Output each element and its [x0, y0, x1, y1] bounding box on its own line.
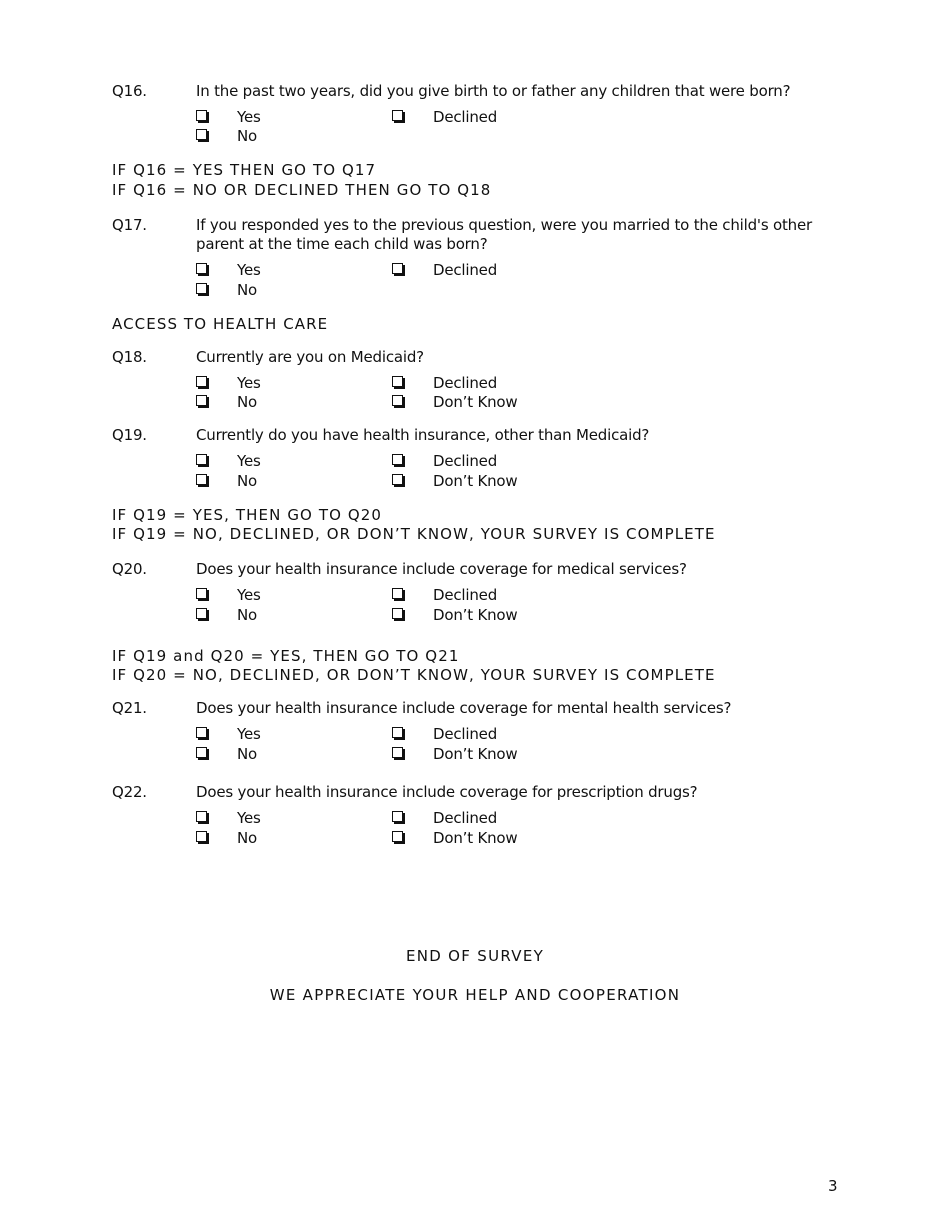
section-heading: ACCESS TO HEALTH CARE — [112, 315, 329, 333]
checkbox-icon[interactable] — [196, 263, 207, 274]
checkbox-icon[interactable] — [392, 395, 403, 406]
skip-instruction: IF Q19 = YES, THEN GO TO Q20 — [112, 506, 383, 524]
checkbox-icon[interactable] — [392, 474, 403, 485]
question-number-q22: Q22. — [112, 783, 147, 801]
end-of-survey-heading: END OF SURVEY — [405, 947, 545, 965]
checkbox-icon[interactable] — [196, 831, 207, 842]
question-text-q22: Does your health insurance include coverage for prescription drugs? — [196, 783, 698, 801]
checkbox-icon[interactable] — [196, 283, 207, 294]
checkbox-icon[interactable] — [392, 831, 403, 842]
question-text-q21: Does your health insurance include coverage for mental health services? — [196, 699, 732, 717]
question-text-q18: Currently are you on Medicaid? — [196, 348, 424, 366]
checkbox-icon[interactable] — [196, 110, 207, 121]
skip-instruction: IF Q16 = NO OR DECLINED THEN GO TO Q18 — [112, 181, 492, 199]
question-number-q16: Q16. — [112, 82, 147, 100]
checkbox-icon[interactable] — [196, 747, 207, 758]
thank-you-message: WE APPRECIATE YOUR HELP AND COOPERATION — [269, 986, 681, 1004]
checkbox-icon[interactable] — [196, 588, 207, 599]
question-text-q16: In the past two years, did you give birth to or father any children that were born? — [196, 82, 791, 100]
checkbox-icon[interactable] — [392, 454, 403, 465]
skip-instruction: IF Q20 = NO, DECLINED, OR DON’T KNOW, YOUR SURVEY IS COMPLETE — [112, 666, 716, 684]
question-text-q20: Does your health insurance include coverage for medical services? — [196, 560, 687, 578]
checkbox-icon[interactable] — [392, 608, 403, 619]
skip-instruction: IF Q16 = YES THEN GO TO Q17 — [112, 161, 377, 179]
checkbox-icon[interactable] — [392, 747, 403, 758]
checkbox-icon[interactable] — [196, 811, 207, 822]
question-number-q18: Q18. — [112, 348, 147, 366]
checkbox-icon[interactable] — [392, 110, 403, 121]
checkbox-icon[interactable] — [196, 727, 207, 738]
survey-page: Q16. In the past two years, did you give birth to or father any children that were born? Yes Declined No IF Q16 = YES THEN GO TO Q17 IF Q16 = NO OR DECLINED THEN GO TO Q18 Q17. If you responded yes to the previous question, were you married to the child's other parent at the time each child was born? Yes Declined No ACCESS TO HEALTH CARE Q18. Currently are you on Medicaid? Yes Declined No Don’t Know Q19. Currently do you have health insurance, other than Medicaid? Yes Declined No Don’t Know IF Q19 = YES, THEN GO TO Q20 IF Q19 = NO, DECLINED, OR DON’T KNOW, YOUR SURVEY IS COMPLETE Q20. Does your health insurance include coverage for medical services? Yes Declined No Don’t Know IF Q19 and Q20 = YES, THEN GO TO Q21 IF Q20 = NO, DECLINED, OR DON’T KNOW, YOUR SURVEY IS COMPLETE Q21. Does your health insurance include coverage for mental health services? Yes Declined No Don’t Know Q22. Does your health insurance include coverage for prescription drugs? Yes Declined No Don’t Know END OF SURVEY WE APPRECIATE YOUR HELP AND COOPERATION 3 — [0, 0, 950, 1230]
checkbox-icon[interactable] — [392, 727, 403, 738]
question-number-q20: Q20. — [112, 560, 147, 578]
checkbox-icon[interactable] — [196, 129, 207, 140]
checkbox-icon[interactable] — [392, 588, 403, 599]
checkbox-icon[interactable] — [196, 376, 207, 387]
checkbox-icon[interactable] — [392, 811, 403, 822]
question-number-q19: Q19. — [112, 426, 147, 444]
checkbox-icon[interactable] — [196, 474, 207, 485]
question-number-q21: Q21. — [112, 699, 147, 717]
skip-instruction: IF Q19 = NO, DECLINED, OR DON’T KNOW, YOUR SURVEY IS COMPLETE — [112, 525, 716, 543]
checkbox-icon[interactable] — [196, 454, 207, 465]
checkbox-icon[interactable] — [392, 263, 403, 274]
skip-instruction: IF Q19 and Q20 = YES, THEN GO TO Q21 — [112, 647, 460, 665]
page-number: 3 — [828, 1177, 838, 1195]
question-text-q19: Currently do you have health insurance, other than Medicaid? — [196, 426, 650, 444]
checkbox-icon[interactable] — [196, 395, 207, 406]
question-text-q17: If you responded yes to the previous question, were you married to the child's other parent at the time each child was born? — [196, 216, 812, 253]
question-number-q17: Q17. — [112, 216, 147, 234]
checkbox-icon[interactable] — [196, 608, 207, 619]
checkbox-icon[interactable] — [392, 376, 403, 387]
